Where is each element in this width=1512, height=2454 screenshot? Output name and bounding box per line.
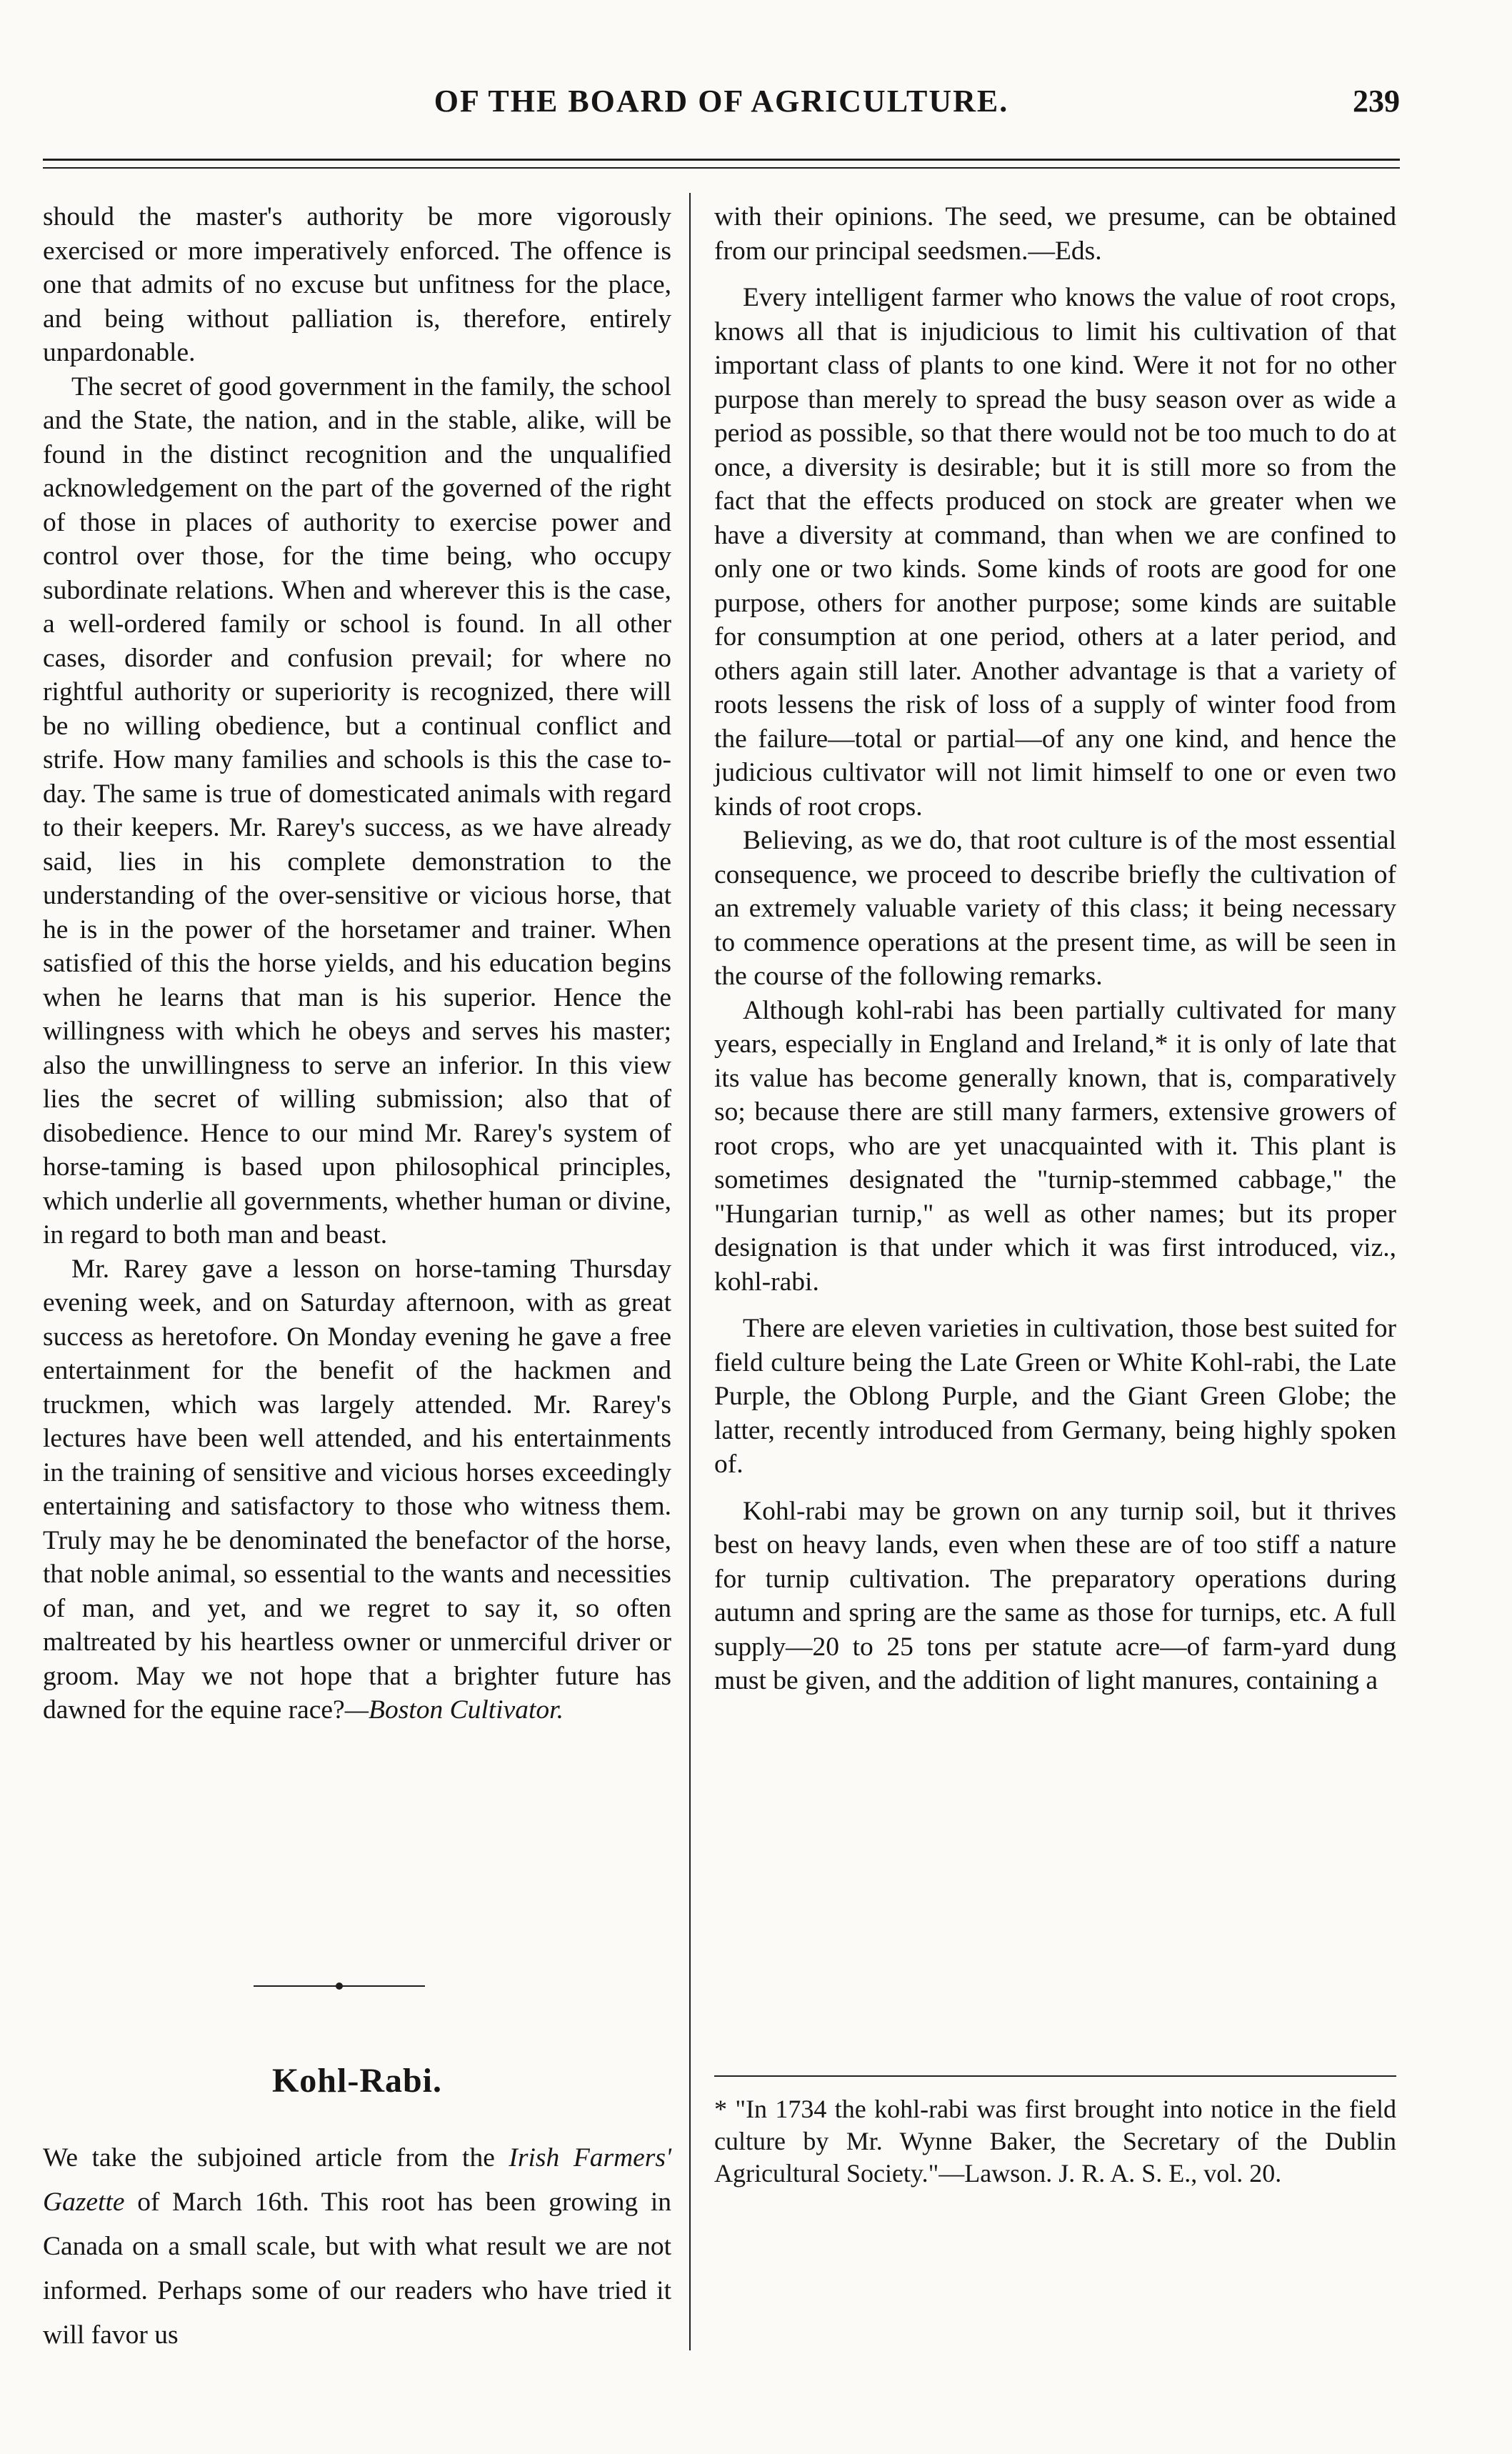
right-paragraph: Kohl-rabi may be grown on any turnip soil, but it thrives best on heavy lands, even when these are of too stiff a nature for turnip cultivation. The preparatory operations during autumn and spring are the same as those for turnips, etc. A full supply—20 to 25 tons per statute acre—of farm-yard dung must be given, and the addition of light manures, containing a: [714, 1496, 1396, 1695]
running-title: OF THE BOARD OF AGRICULTURE.: [434, 84, 1009, 119]
column-divider: [689, 193, 691, 2350]
left-paragraph: [43, 1252, 671, 1727]
right-paragraph: with their opinions. The seed, we presume, can be obtained from our principal seedsmen.—Eds.: [714, 202, 1396, 266]
right-paragraph: Every intelligent farmer who knows the value of root crops, knows all that is injudicious to limit his cultivation of that important class of plants to one kind. Were it not for no other purpose than merely to spread the busy season over as wide a period as possible, so that there would not be too much to do at once, a diversity is desirable; but it is still more so from the fact that the effects produced on stock are greater when we have a diversity at command, than when we are confined to only one or two kinds. Some kinds of roots are good for one purpose, others for another purpose; some kinds are suitable for consumption at one period, others at a later period, and others again still later. Another advantage is that a variety of roots lessens the risk of loss of a supply of winter food from the failure—total or partial—of any one kind, and hence the judicious cultivator will not limit himself to one or even two kinds of root crops.: [714, 283, 1396, 822]
left-column: [43, 200, 671, 1727]
page-number: 239: [1353, 84, 1400, 119]
footnote-rule: [714, 2075, 1396, 2077]
section-intro: [43, 2136, 671, 2358]
source-signature: —Boston Cultivator.: [344, 1695, 564, 1725]
left-paragraph: The secret of good government in the family, the school and the State, the nation, and in the stable, alike, will be found in the distinct recognition and the unqualified acknowledgement on the part of the governed of the right of those in places of authority to exercise power and control over those, for the time being, who occupy subordinate relations. When and wherever this is the case, a well-ordered family or school is found. In all other cases, disorder and confusion prevail; for where no rightful authority or superiority is recognized, there will be no willing obedience, but a continual conflict and strife. How many families and schools is this the case to-day. The same is true of domesticated animals with regard to their keepers. Mr. Rarey's success, as we have already said, lies in his complete demonstration to the understanding of the over-sensitive or vicious horse, that he is in the power of the horsetamer and trainer. When satisfied of this the horse yields, and his education begins when he learns that man is his superior. Hence the willingness with which he obeys and serves his master; also the unwillingness to serve an inferior. In this view lies the secret of willing submission; also that of disobedience. Hence to our mind Mr. Rarey's system of horse-taming is based upon philosophical principles, which underlie all governments, whether human or divine, in regard to both man and beast.: [43, 371, 671, 1250]
page-header: [43, 70, 1400, 134]
right-paragraph: Although kohl-rabi has been partially cultivated for many years, especially in England and Ireland,* it is only of late that its value has become generally known, that is, comparatively so; because there are still many farmers, extensive growers of root crops, who are yet unacquainted with it. This plant is sometimes designated the "turnip-stemmed cabbage," the "Hungarian turnip," as well as other names; but its proper designation is that under which it was first introduced, viz., kohl-rabi.: [714, 995, 1396, 1297]
header-rule-top: [43, 159, 1400, 161]
intro-text: of March 16th. This root has been growing in Canada on a small scale, but with what result we are not informed. Perhaps some of our readers who have tried it will favor us: [43, 2188, 671, 2350]
section-ornament: [254, 1979, 425, 1993]
right-paragraph: There are eleven varieties in cultivation, those best suited for field culture being the Late Green or White Kohl-rabi, the Late Purple, the Oblong Purple, and the Giant Green Globe; the latter, recently introduced from Germany, being highly spoken of.: [714, 1314, 1396, 1479]
right-paragraph: Believing, as we do, that root culture is of the most essential consequence, we proceed to describe briefly the cultivation of an extremely valuable variety of this class; it being necessary to commence operations at the present time, as will be seen in the course of the following remarks.: [714, 826, 1396, 991]
header-rule-bottom: [43, 167, 1400, 169]
right-column: [714, 200, 1396, 1698]
section-heading: Kohl-Rabi.: [271, 2062, 443, 2100]
intro-publication: Irish Farmers' Gazette: [43, 2143, 672, 2217]
intro-text: We take the subjoined article from the: [43, 2143, 509, 2173]
left-paragraph-text: Mr. Rarey gave a lesson on horse-taming Thursday evening week, and on Saturday afternoon, with as great success as heretofore. On Monday evening he gave a free entertainment for the benefit of the hackmen and truckmen, which was largely attended. Mr. Rarey's lectures have been well attended, and his entertainments in the training of sensitive and vicious horses exceedingly entertaining and satisfactory to those who witness them. Truly may he be denominated the benefactor of the horse, that noble animal, so essential to the wants and necessities of man, and yet, and we regret to say it, so often maltreated by his heartless owner or unmerciful driver or groom. May we not hope that a brighter future has dawned for the equine race?: [43, 1254, 671, 1725]
footnote: * "In 1734 the kohl-rabi was first brought into notice in the field culture by Mr. Wynne Baker, the Secretary of the Dublin Agricultural Society."—Lawson. J. R. A. S. E., vol. 20.: [714, 2095, 1396, 2188]
ornament-rule-icon: [254, 1979, 425, 1993]
left-paragraph: should the master's authority be more vigorously exercised or more imperatively enforced. The offence is one that admits of no excuse but unfitness for the place, and being without palliation is, therefore, entirely unpardonable.: [43, 202, 671, 367]
